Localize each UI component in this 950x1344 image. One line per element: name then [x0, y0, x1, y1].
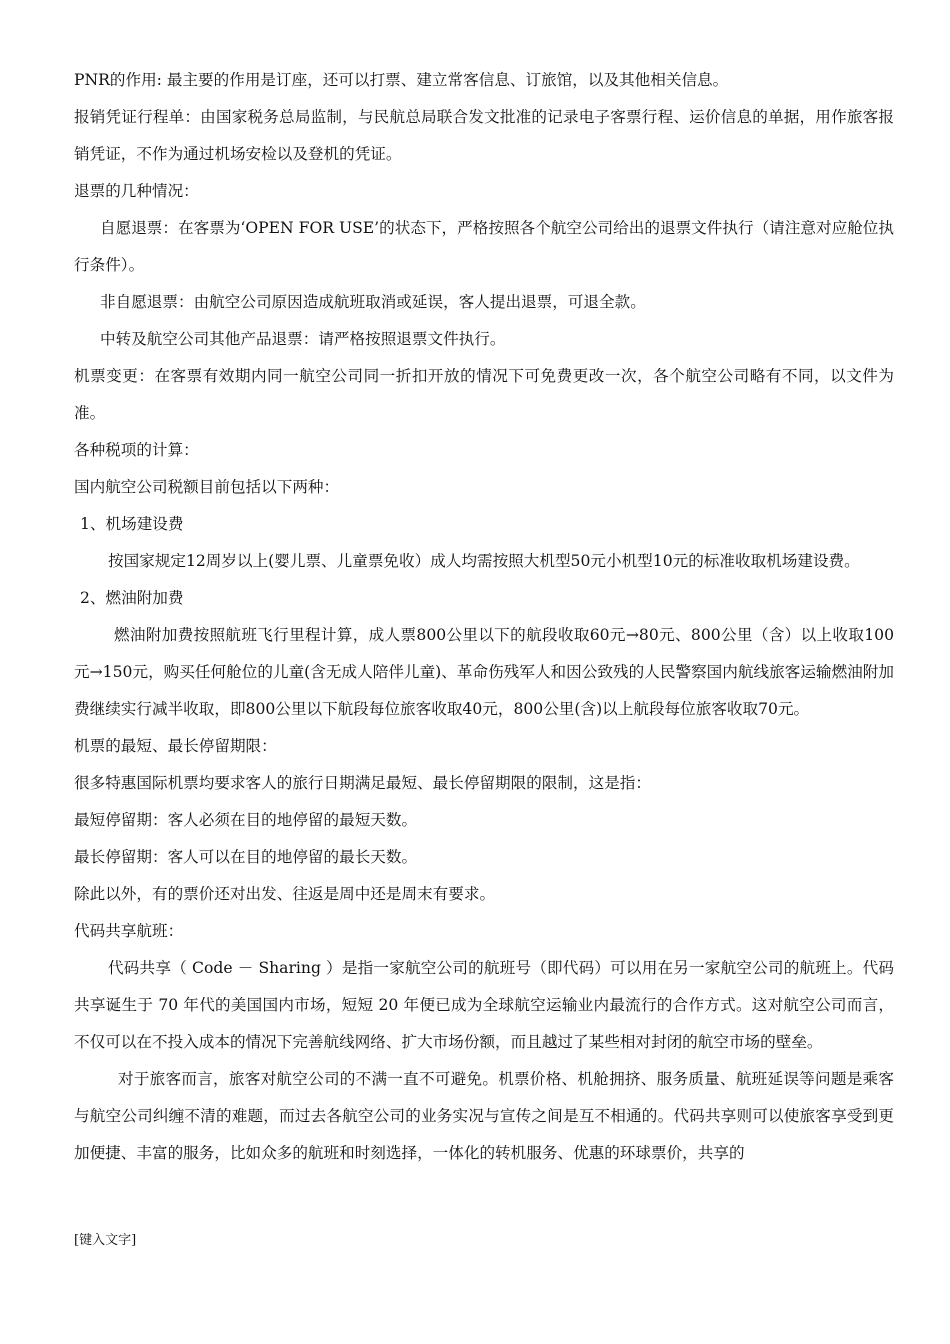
paragraph-codeshare-passengers: 对于旅客而言，旅客对航空公司的不满一直不可避免。机票价格、机舱拥挤、服务质量、航班延误等问题是乘客与航空公司纠缠不清的难题，而过去各航空公司的业务实况与宣传之间是互不相通的。代码共享则可以使旅客享受到更加便捷、丰富的服务，比如众多的航班和时刻选择，一体化的转机服务、优惠的环球票价，共享的	[74, 1070, 894, 1162]
paragraph-weekday-weekend: 除此以外，有的票价还对出发、往返是周中还是周末有要求。	[74, 885, 496, 903]
paragraph-domestic-taxes: 国内航空公司税额目前包括以下两种：	[74, 478, 340, 496]
heading-refund-cases: 退票的几种情况：	[74, 182, 199, 200]
paragraph-maximum-stay: 最长停留期：客人可以在目的地停留的最长天数。	[74, 848, 418, 866]
paragraph-codeshare-definition: 代码共享（ Code － Sharing ）是指一家航空公司的航班号（即代码）可以用在另一家航空公司的航班上。代码共享诞生于 70 年代的美国国内市场，短短 20 年便已成为全球航空运输业内最流行的合作方式。这对航空公司而言，不仅可以在不投入成本的情况下完善航线网络、扩大市场份额，而且越过了某些相对封闭的航空市场的壁垒。	[74, 959, 894, 1051]
paragraph-transfer-refund: 中转及航空公司其他产品退票：请严格按照退票文件执行。	[100, 330, 506, 348]
list-item-airport-fee: 1、机场建设费	[80, 515, 184, 533]
paragraph-involuntary-refund: 非自愿退票：由航空公司原因造成航班取消或延误，客人提出退票，可退全款。	[100, 293, 646, 311]
list-item-fuel-surcharge: 2、燃油附加费	[80, 589, 184, 607]
heading-codeshare: 代码共享航班：	[74, 922, 184, 940]
paragraph-voluntary-refund: 自愿退票：在客票为‘OPEN FOR USE’的状态下，严格按照各个航空公司给出的退票文件执行（请注意对应舱位执行条件）。	[74, 219, 894, 274]
page-footer: [键入文字]	[74, 1233, 137, 1248]
paragraph-airport-fee: 按国家规定12周岁以上(婴儿票、儿童票免收）成人均需按照大机型50元小机型10元的标准收取机场建设费。	[108, 552, 860, 570]
heading-tax-calculation: 各种税项的计算：	[74, 441, 199, 459]
paragraph-stay-limits-intro: 很多特惠国际机票均要求客人的旅行日期满足最短、最长停留期限的限制，这是指：	[74, 774, 651, 792]
paragraph-fuel-surcharge: 燃油附加费按照航班飞行里程计算，成人票800公里以下的航段收取60元→80元、800公里（含）以上收取100元→150元，购买任何舱位的儿童(含无成人陪伴儿童)、革命伤残军人和因公致残的人民警察国内航线旅客运输燃油附加费继续实行减半收取，即800公里以下航段每位旅客收取40元，800公里(含)以上航段每位旅客收取70元。	[74, 626, 894, 718]
heading-stay-limits: 机票的最短、最长停留期限：	[74, 737, 277, 755]
document-body	[74, 62, 894, 1172]
paragraph-itinerary-receipt: 报销凭证行程单：由国家税务总局监制，与民航总局联合发文批准的记录电子客票行程、运价信息的单据，用作旅客报销凭证，不作为通过机场安检以及登机的凭证。	[74, 108, 894, 163]
paragraph-minimum-stay: 最短停留期：客人必须在目的地停留的最短天数。	[74, 811, 418, 829]
paragraph-ticket-change: 机票变更：在客票有效期内同一航空公司同一折扣开放的情况下可免费更改一次，各个航空公司略有不同，以文件为准。	[74, 367, 894, 422]
paragraph-pnr: PNR的作用: 最主要的作用是订座，还可以打票、建立常客信息、订旅馆，以及其他相关信息。	[74, 71, 729, 89]
